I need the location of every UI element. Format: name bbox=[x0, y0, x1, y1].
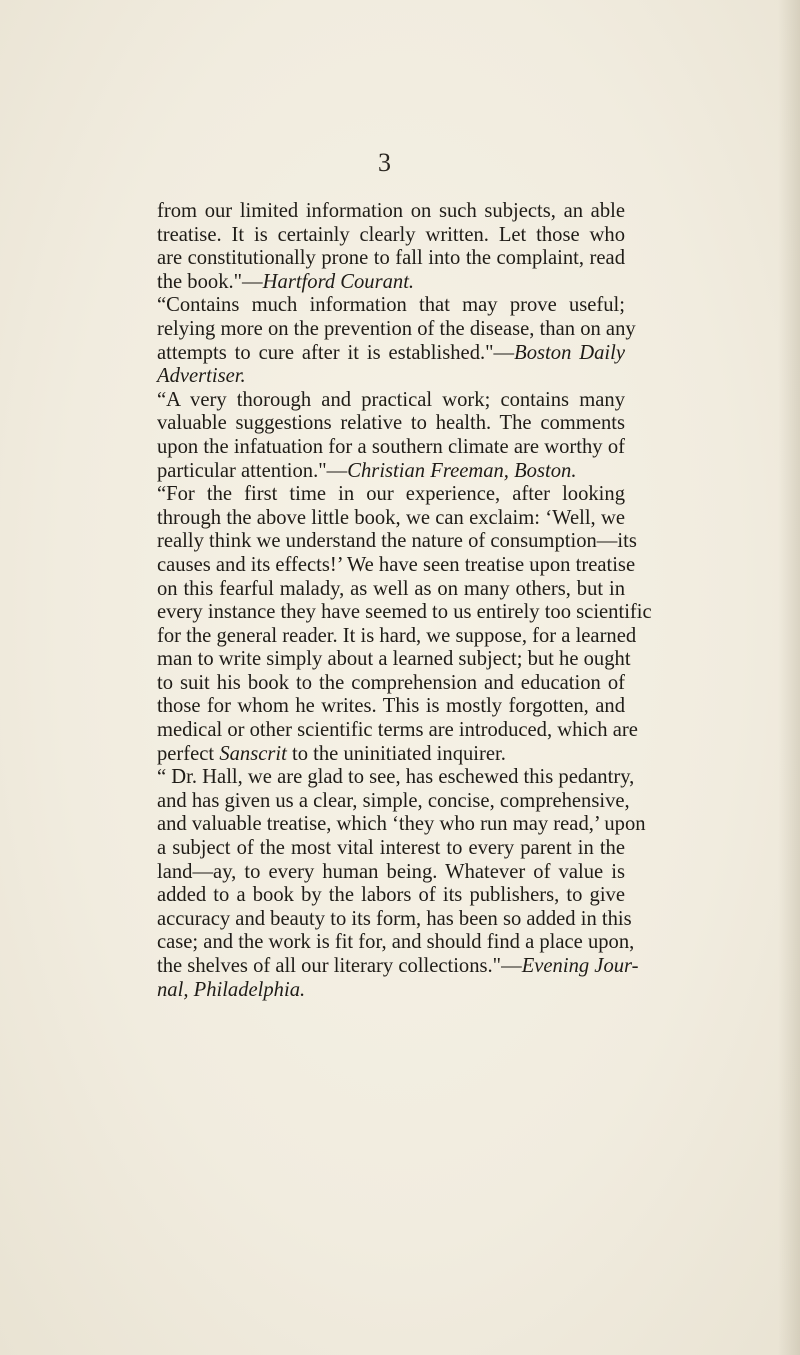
page-number: 3 bbox=[378, 148, 392, 177]
line-text: “For the first time in our experience, after looking bbox=[157, 483, 625, 506]
text-line bbox=[157, 907, 632, 932]
line-text: the book."— bbox=[157, 270, 263, 293]
text-line bbox=[157, 460, 625, 484]
line-text: case; and the work is fit for, and should find a place upon, bbox=[157, 931, 635, 954]
line-text: “ Dr. Hall, we are glad to see, has eschewed this pedantry, bbox=[157, 766, 635, 789]
line-text: particular attention."— bbox=[157, 459, 348, 482]
text-line bbox=[157, 789, 630, 814]
text-line bbox=[157, 389, 625, 413]
text-line bbox=[157, 695, 625, 719]
text-line bbox=[157, 436, 625, 460]
text-line bbox=[157, 483, 625, 507]
text-line bbox=[157, 578, 625, 602]
text-line bbox=[157, 507, 625, 531]
source-citation: Sanscrit bbox=[219, 742, 287, 765]
line-text: land—ay, to every human being. Whatever of value is bbox=[157, 860, 625, 883]
line-text: attempts to cure after it is established."— bbox=[157, 341, 515, 364]
line-text-after: to the uninitiated inquirer. bbox=[286, 742, 506, 765]
review-paragraph bbox=[157, 766, 646, 1002]
text-line bbox=[157, 766, 635, 790]
text-line bbox=[157, 861, 625, 885]
line-text: a subject of the most vital interest to every parent in the bbox=[157, 837, 625, 860]
text-line bbox=[157, 979, 625, 1003]
line-text: from our limited information on such subjects, an able bbox=[157, 200, 625, 222]
review-paragraph bbox=[157, 294, 636, 388]
line-text: accuracy and beauty to its form, has been so added in this bbox=[157, 907, 632, 930]
text-line bbox=[157, 342, 625, 366]
text-line bbox=[157, 365, 625, 389]
review-paragraph bbox=[157, 483, 652, 766]
text-line bbox=[157, 317, 636, 342]
line-text: those for whom he writes. This is mostly forgotten, and bbox=[157, 695, 625, 718]
text-line bbox=[157, 648, 631, 672]
text-line bbox=[157, 743, 625, 767]
line-text: for the general reader. It is hard, we suppose, for a learned bbox=[157, 624, 637, 647]
page-edge-shadow bbox=[778, 0, 800, 1355]
source-citation: Boston Daily bbox=[514, 341, 626, 364]
text-line bbox=[157, 224, 625, 248]
text-line bbox=[157, 412, 625, 436]
text-line bbox=[157, 719, 638, 743]
line-text: added to a book by the labors of its publishers, to give bbox=[157, 884, 625, 907]
text-line bbox=[157, 837, 625, 861]
line-text: medical or other scientific terms are introduced, which are bbox=[157, 719, 638, 742]
text-line bbox=[157, 271, 625, 295]
source-citation: Hartford Courant. bbox=[262, 270, 415, 293]
text-line bbox=[157, 672, 625, 696]
line-text: upon the infatuation for a southern climate are worthy of bbox=[157, 435, 625, 458]
line-text: “Contains much information that may prove useful; bbox=[157, 294, 625, 317]
text-line bbox=[157, 530, 637, 554]
line-text: are constitutionally prone to fall into the complaint, read bbox=[157, 247, 625, 270]
line-text: “A very thorough and practical work; contains many bbox=[157, 388, 625, 411]
line-text: really think we understand the nature of consumption—its bbox=[157, 530, 637, 553]
line-text: to suit his book to the comprehension and education of bbox=[157, 671, 625, 694]
line-text: through the above little book, we can exclaim: ‘Well, we bbox=[157, 506, 625, 529]
text-line bbox=[157, 931, 635, 955]
text-line bbox=[157, 200, 625, 224]
source-citation: Christian Freeman, Boston. bbox=[347, 459, 577, 482]
line-text: and has given us a clear, simple, concise, comprehensive, bbox=[157, 789, 630, 812]
text-line bbox=[157, 884, 625, 908]
text-line bbox=[157, 553, 636, 578]
line-text: valuable suggestions relative to health. The comments bbox=[157, 412, 625, 435]
text-line bbox=[157, 813, 646, 837]
text-line bbox=[157, 624, 637, 649]
text-line bbox=[157, 247, 625, 271]
line-text: perfect bbox=[157, 742, 220, 765]
source-citation: Evening Jour- bbox=[521, 955, 639, 977]
review-excerpts bbox=[157, 200, 652, 1002]
source-citation: nal, Philadelphia. bbox=[157, 978, 306, 1001]
review-paragraph bbox=[157, 389, 625, 483]
source-citation: Advertiser. bbox=[157, 365, 246, 388]
text-line bbox=[157, 601, 652, 625]
text-line bbox=[157, 955, 639, 979]
line-text: and valuable treatise, which ‘they who run may read,’ upon bbox=[157, 813, 646, 836]
line-text: every instance they have seemed to us entirely too scientific bbox=[157, 601, 652, 624]
line-text: on this fearful malady, as well as on many others, but in bbox=[157, 577, 625, 600]
line-text: causes and its effects!’ We have seen treatise upon treatise bbox=[157, 553, 636, 576]
line-text: man to write simply about a learned subject; but he ought bbox=[157, 648, 631, 671]
line-text: the shelves of all our literary collections."— bbox=[157, 955, 522, 977]
line-text: treatise. It is certainly clearly written. Let those who bbox=[157, 223, 625, 246]
text-line bbox=[157, 294, 625, 318]
line-text: relying more on the prevention of the disease, than on any bbox=[157, 317, 636, 340]
review-paragraph bbox=[157, 200, 625, 294]
